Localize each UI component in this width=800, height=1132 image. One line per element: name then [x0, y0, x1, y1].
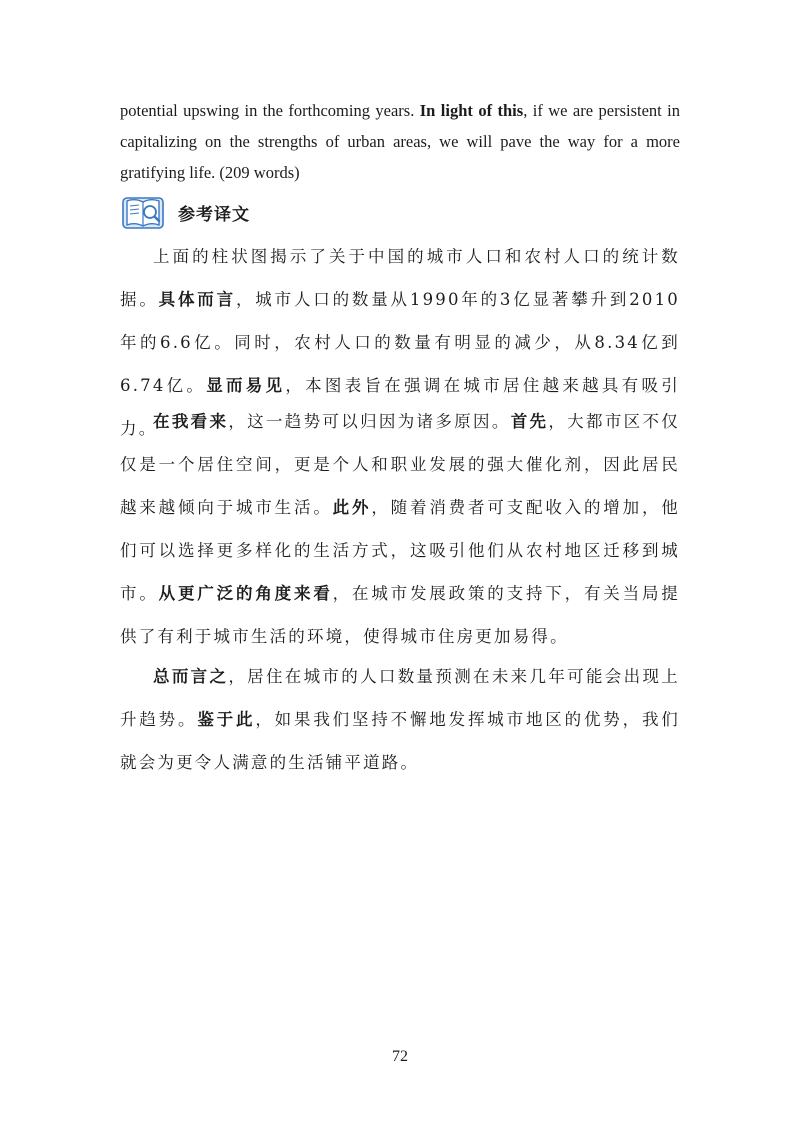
english-essay-ending — [120, 95, 680, 188]
bold-phrase: 首先 — [510, 412, 549, 431]
bold-phrase: 此外 — [332, 498, 372, 517]
paragraph-text: ，在城市发展政策的支持下，有关当局提供了有利于城市生活的环境，使得城市住房更加易得。 — [120, 584, 680, 646]
paragraph-text: ，如果我们坚持不懈地发挥城市地区的优势，我们就会为更令人满意的生活铺平道路。 — [120, 710, 680, 772]
section-heading — [120, 192, 250, 232]
section-title: 参考译文 — [178, 204, 250, 225]
english-text: potential upswing in the forthcoming years. — [120, 101, 420, 120]
english-text: , if we are persistent in capitalizing on the strengths of urban areas, we will pave the way for a more gratifying life. (209 words) — [120, 101, 681, 182]
paragraph-text: 上面的柱状图揭示了关于中国的城市人口和农村人口的统计数据。 — [120, 247, 680, 309]
book-magnifier-icon — [120, 193, 166, 231]
paragraph-text: ，大都市区不仅仅是一个居住空间，更是个人和职业发展的强大催化剂，因此居民越来越倾向于城市生活。 — [120, 412, 680, 517]
bold-phrase: 在我看来 — [153, 412, 229, 431]
page-number: 72 — [392, 1048, 408, 1065]
translation-paragraph-2 — [120, 400, 680, 658]
paragraph-text: ，随着消费者可支配收入的增加，他们可以选择更多样化的生活方式，这吸引他们从农村地区迁移到城市。 — [120, 498, 681, 603]
bold-phrase: 总而言之 — [153, 667, 229, 686]
bold-phrase: 具体而言 — [158, 290, 236, 309]
bold-phrase: 从更广泛的角度来看 — [158, 584, 333, 603]
bold-phrase: 鉴于此 — [197, 710, 256, 729]
paragraph-text: ，居住在城市的人口数量预测在未来几年可能会出现上升趋势。 — [120, 667, 680, 729]
paragraph-text: ，城市人口的数量从1990年的3亿显著攀升到2010年的6.6亿。同时，农村人口的数量有明显的减少，从8.34亿到6.74亿。 — [120, 290, 680, 395]
paragraph-text: ，本图表旨在强调在城市居住越来越具有吸引力。 — [120, 376, 680, 438]
english-bold-phrase: In light of this — [419, 101, 524, 120]
bold-phrase: 显而易见 — [206, 376, 286, 395]
translation-paragraph-3 — [120, 655, 680, 784]
paragraph-text: ，这一趋势可以归因为诸多原因。 — [228, 412, 511, 431]
